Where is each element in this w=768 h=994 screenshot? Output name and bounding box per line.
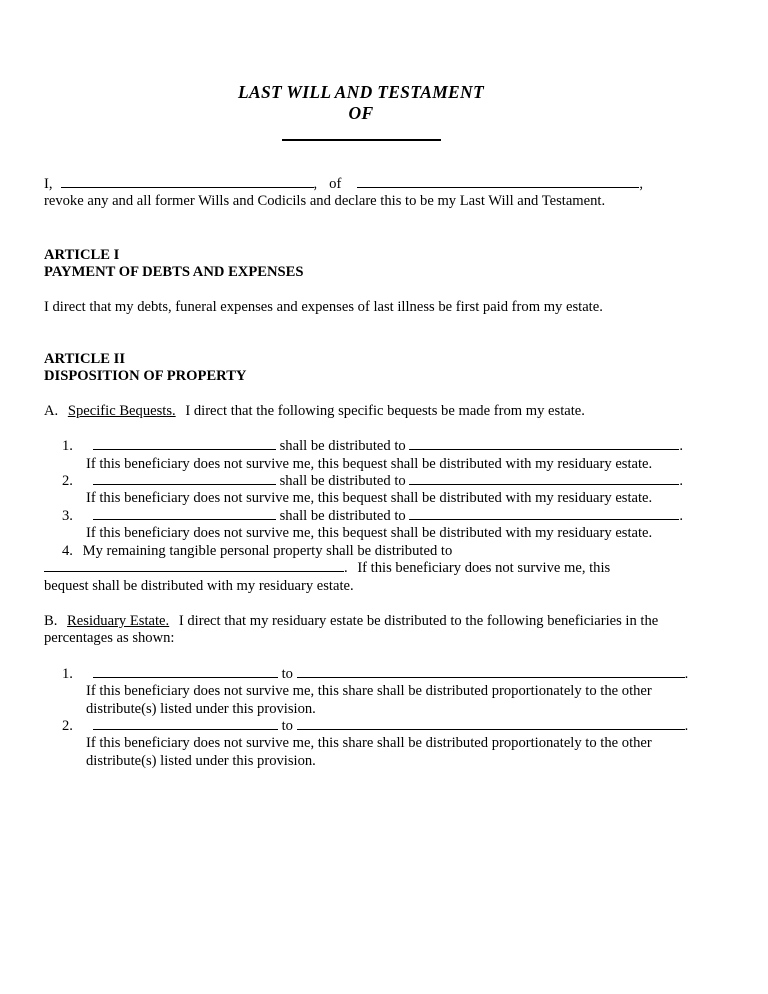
article1-heading-block: [44, 247, 724, 282]
bequest-4-number: 4.: [62, 542, 73, 559]
bequest-2-period: .: [679, 473, 683, 490]
article2-heading-block: [44, 351, 724, 386]
share-1-note-line2: distribute(s) listed under this provision.: [86, 700, 316, 717]
section-b-intro: [44, 613, 724, 648]
bequest-item-4-line1: [44, 543, 724, 560]
bequest-2-beneficiary-blank[interactable]: [409, 473, 679, 485]
share-2-note-line1: If this beneficiary does not survive me, this share shall be distributed proportionately to the other: [86, 735, 652, 752]
bequest-4-beneficiary-blank[interactable]: [44, 560, 344, 572]
bequest-1-number: 1.: [62, 438, 73, 455]
bequest-2-number: 2.: [62, 473, 73, 490]
share-2-mid: to: [281, 717, 293, 734]
bequest-1-note: If this beneficiary does not survive me, this bequest shall be distributed with my residuary estate.: [86, 455, 653, 472]
share-1-note-line1: If this beneficiary does not survive me, this share shall be distributed proportionately to the other: [86, 683, 652, 700]
testator-residence-blank[interactable]: [357, 176, 639, 188]
bequest-item-2-line: [44, 473, 724, 490]
share-2-percentage-blank[interactable]: [93, 718, 278, 730]
share-1-period: .: [684, 665, 689, 682]
bequest-item-3-line: [44, 508, 724, 525]
opening-line1: [44, 176, 724, 193]
opening-clause: [44, 176, 724, 211]
share-1-percentage-blank[interactable]: [93, 666, 278, 678]
share-1-mid: to: [281, 665, 293, 682]
article1-subheading: PAYMENT OF DEBTS AND EXPENSES: [44, 264, 304, 281]
opening-prefix: I,: [44, 176, 53, 192]
share-item-2-line: [44, 718, 724, 735]
bequest-3-beneficiary-blank[interactable]: [409, 508, 679, 520]
bequest-4-period: .: [344, 560, 348, 577]
share-2-period: .: [684, 717, 689, 734]
section-a-intro-text: I direct that the following specific bequests be made from my estate.: [185, 402, 585, 419]
article1-body: I direct that my debts, funeral expenses and expenses of last illness be first paid from my estate.: [44, 298, 603, 315]
bequest-1-beneficiary-blank[interactable]: [409, 438, 679, 450]
opening-line2: revoke any and all former Wills and Codicils and declare this to be my Last Will and Testament.: [44, 193, 606, 210]
opening-comma: ,: [313, 176, 318, 192]
bequest-3-number: 3.: [62, 507, 73, 524]
bequest-item-1-line: [44, 438, 724, 455]
section-a-label: A.: [44, 402, 59, 419]
bequest-item-4-line3: bequest shall be distributed with my residuary estate.: [44, 577, 354, 594]
share-1-beneficiary-blank[interactable]: [297, 666, 685, 678]
specific-bequests-list: [44, 438, 724, 595]
bequest-3-note: If this beneficiary does not survive me, this bequest shall be distributed with my residuary estate.: [86, 525, 653, 542]
testator-name-blank[interactable]: [282, 139, 441, 141]
bequest-4-text: My remaining tangible personal property shall be distributed to: [82, 542, 453, 559]
share-2-number: 2.: [62, 717, 73, 734]
opening-trailing-comma: ,: [639, 176, 643, 192]
section-a-intro: [44, 403, 724, 420]
bequest-1-property-blank[interactable]: [93, 438, 276, 450]
bequest-2-note: If this beneficiary does not survive me, this bequest shall be distributed with my residuary estate.: [86, 490, 653, 507]
article1-heading: ARTICLE I: [44, 246, 120, 263]
residuary-shares-list: [44, 666, 724, 770]
section-b-intro-text: I direct that my residuary estate be distributed to the following beneficiaries in the: [178, 612, 659, 629]
share-item-1-line: [44, 666, 724, 683]
bequest-4-note-part1: If this beneficiary does not survive me, this: [357, 560, 611, 577]
document-title-line1: LAST WILL AND TESTAMENT: [238, 82, 484, 102]
bequest-item-4-line2: [44, 560, 724, 577]
share-2-beneficiary-blank[interactable]: [297, 718, 685, 730]
bequest-2-property-blank[interactable]: [93, 473, 276, 485]
opening-of: of: [329, 176, 342, 192]
bequest-1-period: .: [679, 438, 683, 455]
bequest-3-mid: shall be distributed to: [279, 507, 406, 524]
document-title-block: [21, 82, 701, 141]
section-b-label: B.: [44, 612, 58, 629]
section-b-title: Residuary Estate.: [67, 612, 170, 629]
testator-name-field-blank[interactable]: [61, 176, 314, 188]
bequest-3-period: .: [679, 507, 683, 524]
bequest-3-property-blank[interactable]: [93, 508, 276, 520]
article2-heading: ARTICLE II: [44, 351, 125, 368]
section-a-title: Specific Bequests.: [67, 402, 176, 419]
section-b-intro-line2: percentages as shown:: [44, 630, 175, 647]
article2-subheading: DISPOSITION OF PROPERTY: [44, 368, 247, 385]
section-b-intro-line1: [44, 613, 724, 630]
bequest-1-mid: shall be distributed to: [279, 438, 406, 455]
document-title-line2: OF: [348, 103, 374, 123]
share-1-number: 1.: [62, 665, 73, 682]
share-2-note-line2: distribute(s) listed under this provision.: [86, 752, 316, 769]
bequest-2-mid: shall be distributed to: [279, 473, 406, 490]
